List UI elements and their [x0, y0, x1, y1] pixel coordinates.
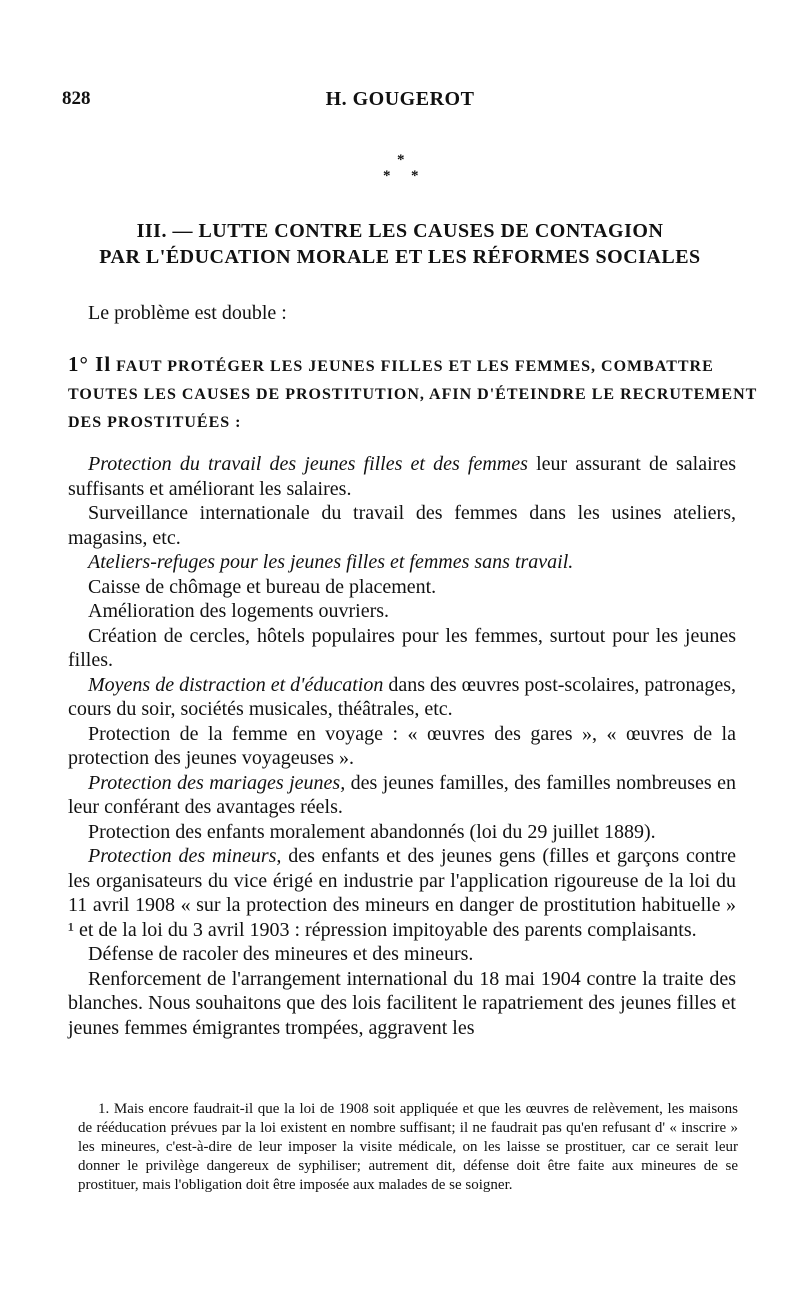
paragraph	[68, 844, 736, 942]
paragraph-text: des jeunes familles, des familles nombreuses en leur conférant des avantages réels.	[68, 771, 736, 818]
paragraph	[68, 501, 736, 550]
paragraph-italic-lead: Protection des mineurs,	[88, 845, 282, 867]
paragraph-italic-lead: Protection du travail des jeunes filles et des femmes	[88, 453, 528, 475]
body-text	[68, 452, 736, 1040]
paragraph	[68, 575, 736, 600]
paragraph-text: Amélioration des logements ouvriers.	[88, 600, 390, 622]
paragraph	[68, 452, 736, 501]
paragraph	[68, 942, 736, 967]
paragraph-italic-lead: Ateliers-refuges pour les jeunes filles et femmes sans travail.	[88, 551, 574, 573]
paragraph-text: Protection de la femme en voyage : « œuvres des gares », « œuvres de la protection des jeunes voyageuses ».	[68, 722, 736, 769]
paragraph	[68, 624, 736, 673]
page-number: 828	[62, 88, 91, 109]
paragraph	[68, 599, 736, 624]
paragraph	[68, 771, 736, 820]
section-heading-line-2: PAR L'ÉDUCATION MORALE ET LES RÉFORMES SOCIALES	[99, 246, 701, 268]
paragraph-text: Renforcement de l'arrangement international du 18 mai 1904 contre la traite des blanches. Nous souhaitons que des lois facilitent le rapatriement des jeunes filles et jeunes femmes émigrantes trompées, aggravent les	[68, 967, 736, 1039]
asterism-star: *	[383, 168, 391, 184]
sub-heading	[68, 350, 760, 437]
paragraph-text: dans des œuvres post-scolaires, patronages, cours du soir, sociétés musicales, théâtrales, etc.	[68, 673, 737, 720]
asterism-star: *	[397, 152, 405, 168]
paragraph	[68, 820, 736, 845]
paragraph-italic-lead: Protection des mariages jeunes,	[88, 771, 346, 794]
paragraph-text: Caisse de chômage et bureau de placement.	[88, 575, 437, 598]
sub-heading-prefix: 1° Il	[68, 352, 112, 376]
paragraph-italic-lead: Moyens de distraction et d'éducation	[88, 673, 384, 696]
paragraph	[68, 673, 736, 722]
sub-heading-text: FAUT PROTÉGER LES JEUNES FILLES ET LES FEMMES, COMBATTRE TOUTES LES CAUSES DE PROSTITUTION, AFIN D'ÉTEINDRE LE RECRUTEMENT DES PROSTITUÉES :	[68, 358, 758, 431]
section-heading-line-1: III. — LUTTE CONTRE LES CAUSES DE CONTAGION	[136, 220, 664, 242]
asterism-star: *	[411, 168, 419, 184]
paragraph-text: Création de cercles, hôtels populaires pour les femmes, surtout pour les jeunes filles.	[68, 624, 736, 671]
running-title: H. GOUGEROT	[325, 88, 475, 110]
section-heading	[40, 218, 760, 270]
paragraph-text: leur assurant de salaires suffisants et améliorant les salaires.	[68, 453, 736, 500]
footnote: 1. Mais encore faudrait-il que la loi de 1908 soit appliquée et que les œuvres de relèvement, les maisons de rééducation prévues par la loi existent en nombre suffisant; il ne faudrait pas qu'en refusant d' « inscrire » les mineures, c'est-à-dire de leur imposer la visite médicale, on les laisse se prostituer, car ce serait leur donner le privilège dangereux de syphiliser; autrement dit, défense doit être faite aux mineures de se prostituer, mais l'obligation doit être imposée aux malades de se soigner.	[78, 1101, 738, 1193]
paragraph-text: Défense de racoler des mineures et des mineurs.	[88, 943, 474, 965]
paragraph	[68, 722, 736, 771]
paragraph	[68, 550, 736, 575]
paragraph-text: Protection des enfants moralement abandonnés (loi du 29 juillet 1889).	[88, 820, 656, 843]
paragraph-text: Surveillance internationale du travail des femmes dans les usines ateliers, magasins, etc.	[68, 502, 736, 549]
intro-text: Le problème est double :	[88, 302, 287, 324]
running-head	[62, 88, 738, 118]
asterism	[370, 152, 430, 188]
paragraph	[68, 967, 736, 1041]
paragraph-text: des enfants et des jeunes gens (filles et garçons contre les organisateurs du vice érigé en industrie par l'application rigoureuse de la loi du 11 avril 1908 « sur la protection des mineurs en danger de prostitution habituelle » ¹ et de la loi du 3 avril 1903 : répression impitoyable des parents complaisants.	[68, 845, 736, 941]
